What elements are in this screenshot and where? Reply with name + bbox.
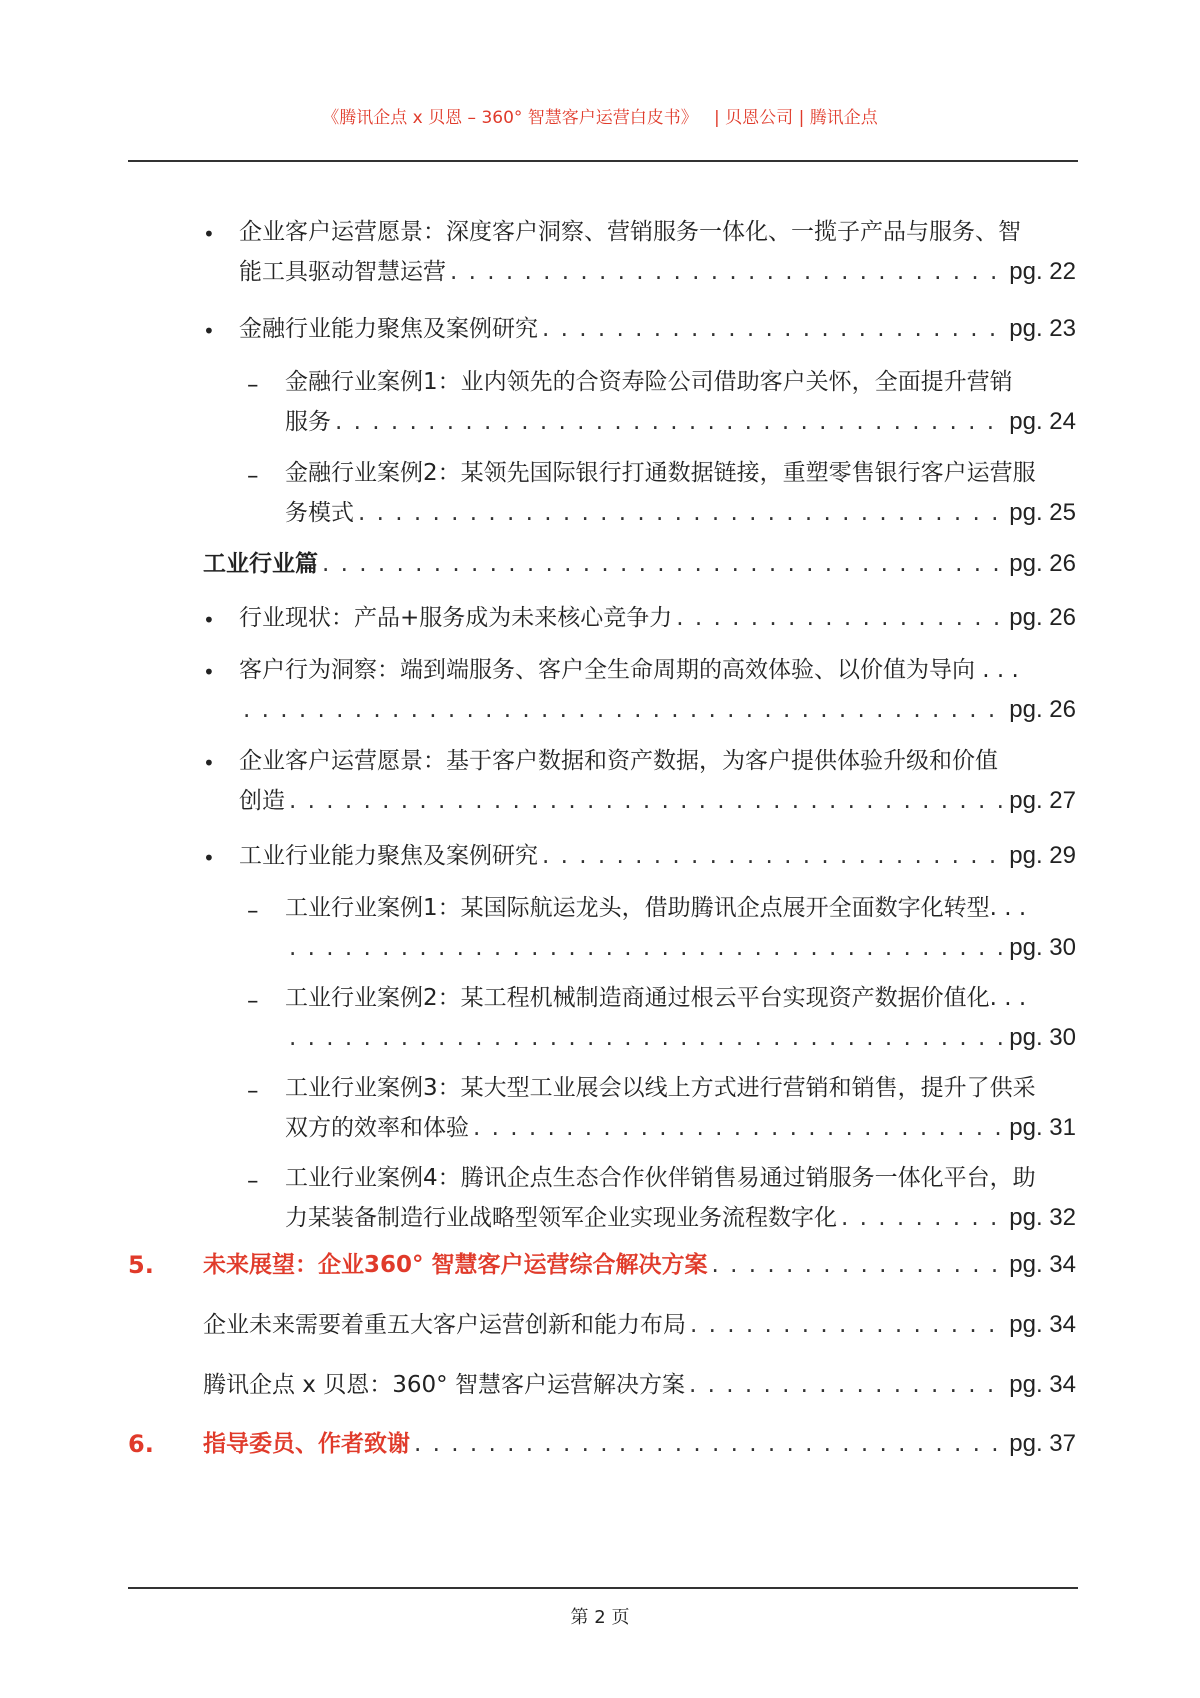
- page-number: pg. 25: [1009, 499, 1076, 526]
- toc-entry-text: 工业行业案例4：腾讯企点生态合作伙伴销售易通过销服务一体化平台，助: [285, 1165, 1036, 1191]
- dot-leader: [473, 1108, 1003, 1148]
- dot-leader: [712, 1245, 1004, 1285]
- dash-marker: –: [247, 372, 259, 398]
- section-number: 6.: [128, 1430, 154, 1458]
- header-title: 《腾讯企点 x 贝恩 – 360° 智慧客户运营白皮书》: [322, 108, 698, 128]
- header-separator: |: [798, 108, 805, 128]
- toc-entry-text: 工业行业能力聚焦及案例研究: [239, 843, 538, 869]
- toc-entry[interactable]: [285, 888, 1076, 968]
- dot-leader: [335, 402, 1003, 442]
- dot-leader: [322, 544, 1003, 584]
- page-number: pg. 23: [1009, 315, 1076, 342]
- page-number: pg. 26: [1009, 604, 1076, 631]
- bullet-marker: •: [203, 319, 215, 343]
- toc-entry[interactable]: [239, 650, 1076, 730]
- dot-leader: [542, 309, 1003, 349]
- page-footer: 第 2 页: [570, 1607, 630, 1628]
- bullet-marker: •: [203, 222, 215, 246]
- page-number: pg. 30: [1009, 934, 1076, 961]
- page-number: pg. 26: [1009, 696, 1076, 723]
- running-header: [0, 103, 1200, 128]
- page-number: pg. 34: [1009, 1251, 1076, 1278]
- page-number: pg. 31: [1009, 1114, 1076, 1141]
- dot-leader: [289, 928, 1003, 968]
- dot-leader: [358, 493, 1003, 533]
- toc-entry[interactable]: [203, 1424, 1076, 1464]
- dot-leader: [289, 1018, 1003, 1058]
- toc-entry-text: 腾讯企点 x 贝恩：360° 智慧客户运营解决方案: [203, 1372, 685, 1398]
- toc-entry[interactable]: [203, 1365, 1076, 1405]
- toc-entry-text: 能工具驱动智慧运营: [239, 259, 446, 285]
- section-number: 5.: [128, 1251, 154, 1279]
- toc-entry-text: 客户行为洞察：端到端服务、客户全生命周期的高效体验、以价值为导向 . . .: [239, 657, 1019, 683]
- toc-entry-text: 金融行业案例2：某领先国际银行打通数据链接，重塑零售银行客户运营服: [285, 460, 1036, 486]
- toc-entry[interactable]: [285, 1068, 1076, 1148]
- page-number: pg. 26: [1009, 550, 1076, 577]
- dash-marker: –: [247, 988, 259, 1014]
- dot-leader: [841, 1198, 1003, 1238]
- toc-entry-text: 创造: [239, 788, 285, 814]
- toc-entry-text: 工业行业案例3：某大型工业展会以线上方式进行营销和销售，提升了供采: [285, 1075, 1036, 1101]
- page-number: pg. 30: [1009, 1024, 1076, 1051]
- bullet-marker: •: [203, 846, 215, 870]
- toc-entry[interactable]: [285, 362, 1076, 442]
- dash-marker: –: [247, 898, 259, 924]
- header-company: 贝恩公司: [725, 108, 794, 128]
- dot-leader: [542, 836, 1003, 876]
- header-separator: |: [714, 108, 720, 128]
- toc-entry-text: 金融行业能力聚焦及案例研究: [239, 316, 538, 342]
- dot-leader: [676, 598, 1003, 638]
- footer-rule: [128, 1587, 1078, 1589]
- bullet-marker: •: [203, 751, 215, 775]
- toc-entry[interactable]: [203, 1245, 1076, 1285]
- toc-entry-text: 服务: [285, 409, 331, 435]
- toc-entry-text: 力某装备制造行业战略型领军企业实现业务流程数字化: [285, 1205, 837, 1231]
- dot-leader: [450, 252, 1003, 292]
- toc-entry[interactable]: [239, 212, 1076, 292]
- toc-entry-text: 工业行业案例1：某国际航运龙头，借助腾讯企点展开全面数字化转型. . .: [285, 895, 1027, 921]
- toc-section-title: 未来展望：企业360° 智慧客户运营综合解决方案: [203, 1252, 708, 1278]
- toc-entry-text: 金融行业案例1：业内领先的合资寿险公司借助客户关怀，全面提升营销: [285, 369, 1013, 395]
- toc-entry[interactable]: [285, 453, 1076, 533]
- toc-entry-text: 企业未来需要着重五大客户运营创新和能力布局: [203, 1312, 686, 1338]
- toc-entry[interactable]: [203, 1305, 1076, 1345]
- page-number: pg. 34: [1009, 1311, 1076, 1338]
- toc-section-title: 指导委员、作者致谢: [203, 1431, 410, 1457]
- toc-entry[interactable]: [285, 978, 1076, 1058]
- toc-entry[interactable]: [285, 1158, 1076, 1238]
- toc-entry[interactable]: [239, 836, 1076, 876]
- dash-marker: –: [247, 1168, 259, 1194]
- toc-entry-text: 企业客户运营愿景：基于客户数据和资产数据，为客户提供体验升级和价值: [239, 748, 998, 774]
- page-number: pg. 32: [1009, 1204, 1076, 1231]
- page-number: pg. 22: [1009, 258, 1076, 285]
- toc-entry-text: 行业现状：产品+服务成为未来核心竞争力: [239, 605, 673, 631]
- dot-leader: [690, 1305, 1003, 1345]
- toc-entry-text: 工业行业案例2：某工程机械制造商通过根云平台实现资产数据价值化. . .: [285, 985, 1027, 1011]
- dot-leader: [243, 690, 1003, 730]
- header-partner: 腾讯企点: [809, 108, 878, 128]
- header-rule: [128, 160, 1078, 162]
- toc-entry-text: 务模式: [285, 500, 354, 526]
- toc-entry-text: 双方的效率和体验: [285, 1115, 469, 1141]
- toc-entry[interactable]: [203, 544, 1076, 584]
- bullet-marker: •: [203, 608, 215, 632]
- page-number: pg. 34: [1009, 1371, 1076, 1398]
- toc-section-title: 工业行业篇: [203, 551, 318, 577]
- page-number: pg. 29: [1009, 842, 1076, 869]
- toc-entry[interactable]: [239, 309, 1076, 349]
- dash-marker: –: [247, 463, 259, 489]
- dot-leader: [689, 1365, 1003, 1405]
- toc-entry-text: 企业客户运营愿景：深度客户洞察、营销服务一体化、一揽子产品与服务、智: [239, 219, 1021, 245]
- toc-entry[interactable]: [239, 598, 1076, 638]
- bullet-marker: •: [203, 660, 215, 684]
- toc-entry[interactable]: [239, 741, 1076, 821]
- page-number: pg. 37: [1009, 1430, 1076, 1457]
- dot-leader: [289, 781, 1003, 821]
- page-number: pg. 24: [1009, 408, 1076, 435]
- dash-marker: –: [247, 1078, 259, 1104]
- dot-leader: [414, 1424, 1003, 1464]
- page-number: pg. 27: [1009, 787, 1076, 814]
